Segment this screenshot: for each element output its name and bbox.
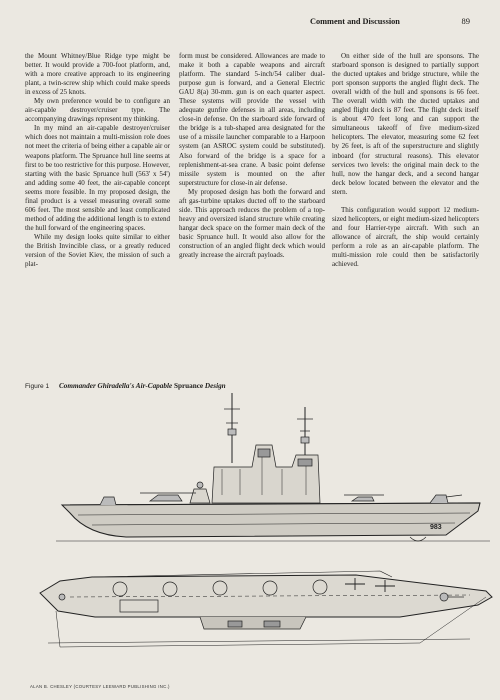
ship-plan-view — [40, 571, 492, 647]
text-column-2 — [179, 52, 325, 260]
page-number: 89 — [461, 16, 470, 26]
paragraph: In my mind an air-capable destroyer/cruiser which does not maintain a multi-mission role does not meet the criteria of being either a capable air or weapons platform. The Spruance hull line seems at first to be too restrictive for this purpose. However, starting with the basic Spruance hull (563' x 54') and adding some 40 feet, the air-capable concept seems more feasible. In my proposed design, the final product is a vessel measuring overall some 606 feet. The most sensible and least complicated method of adding the additional length is to extend the hull forward of the engineering spaces. — [25, 124, 170, 232]
paragraph: form must be considered. Allowances are made to make it both a capable weapons and aircraft platform. The standard 5-inch/54 caliber dual-purpose gun is forward, and a General Electric GAU 8(a) 30-mm. gun is on each quarter aspect. These systems will provide the vessel with adequate gunfire defenses in all areas, including close-in defense. On the starboard side forward of the bridge is a tub-shaped area designated for the use of a missile launcher comparable to a Harpoon system (an ASROC system could be substituted). Also forward of the bridge is a space for a replenishment-at-sea crane. A basic point defense missile system is mounted on the after superstructure for close-in air defense. — [179, 52, 325, 187]
hull-number: 983 — [430, 524, 442, 531]
paragraph: This configuration would support 12 medium-sized helicopters, or eight medium-sized helicopters and four Harrier-type aircraft. With such an allowance of aircraft, the ship would certainly perform a role as an air-capable platform. The multi-mission role could then be satisfactorily achieved. — [332, 205, 479, 269]
paragraph: While my design looks quite similar to either the British Invincible class, or a greatly reduced version of the Soviet Kiev, the mission of such a plat- — [25, 232, 170, 269]
figure-number: Figure 1 — [25, 383, 50, 390]
running-header — [310, 14, 470, 28]
ship-profile-view — [56, 393, 490, 541]
ship-drawing — [0, 385, 500, 660]
paragraph: On either side of the hull are sponsons. The starboard sponson is designed to partially support the ducted uptakes and bridge structure, while the port sponson supports the angled flight deck. The overall width of the hull and sponsons is 66 feet. The overall width with the ducted uptakes and angled flight deck is 87 feet. The flight deck itself is about 470 feet long and can support the simultaneous takeoff of five medium-sized helicopters. The elevator, measuring some 62 feet by 26 feet, is aft of the superstructure and slightly inboard (for structural reasons). This elevator services two levels: the original main deck to the hull, now the hangar deck, and a second hangar deck below located between the elevator and the stern. — [332, 52, 479, 196]
text-column-1 — [25, 52, 170, 269]
text-column-3 — [332, 52, 479, 269]
figure-title: Commander Ghiradella's Air-Capable Spruance Design — [59, 382, 226, 390]
section-title: Comment and Discussion — [310, 16, 400, 26]
paragraph: the Mount Whitney/Blue Ridge type might be better. It would provide a 700-foot platform, and, with a more creative approach to its engineering plant, a twin-screw ship which could make speeds in excess of 25 knots. — [25, 52, 170, 97]
paragraph: My own preference would be to configure an air-capable destroyer/cruiser type. The accompanying drawings represent my thinking. — [25, 97, 170, 124]
paragraph: My proposed design has both the forward and aft gas-turbine uptakes ducted off to the starboard side. This approach reduces the problem of a top-heavy and oversized island structure while creating hangar deck space on the former main deck of the basic Spruance hull. It would also allow for the construction of an angled flight deck which would greatly increase the aircraft payloads. — [179, 187, 325, 260]
illustration-credit: ALAN B. CHESLEY (COURTESY LEEWARD PUBLISHING INC.) — [30, 684, 170, 689]
